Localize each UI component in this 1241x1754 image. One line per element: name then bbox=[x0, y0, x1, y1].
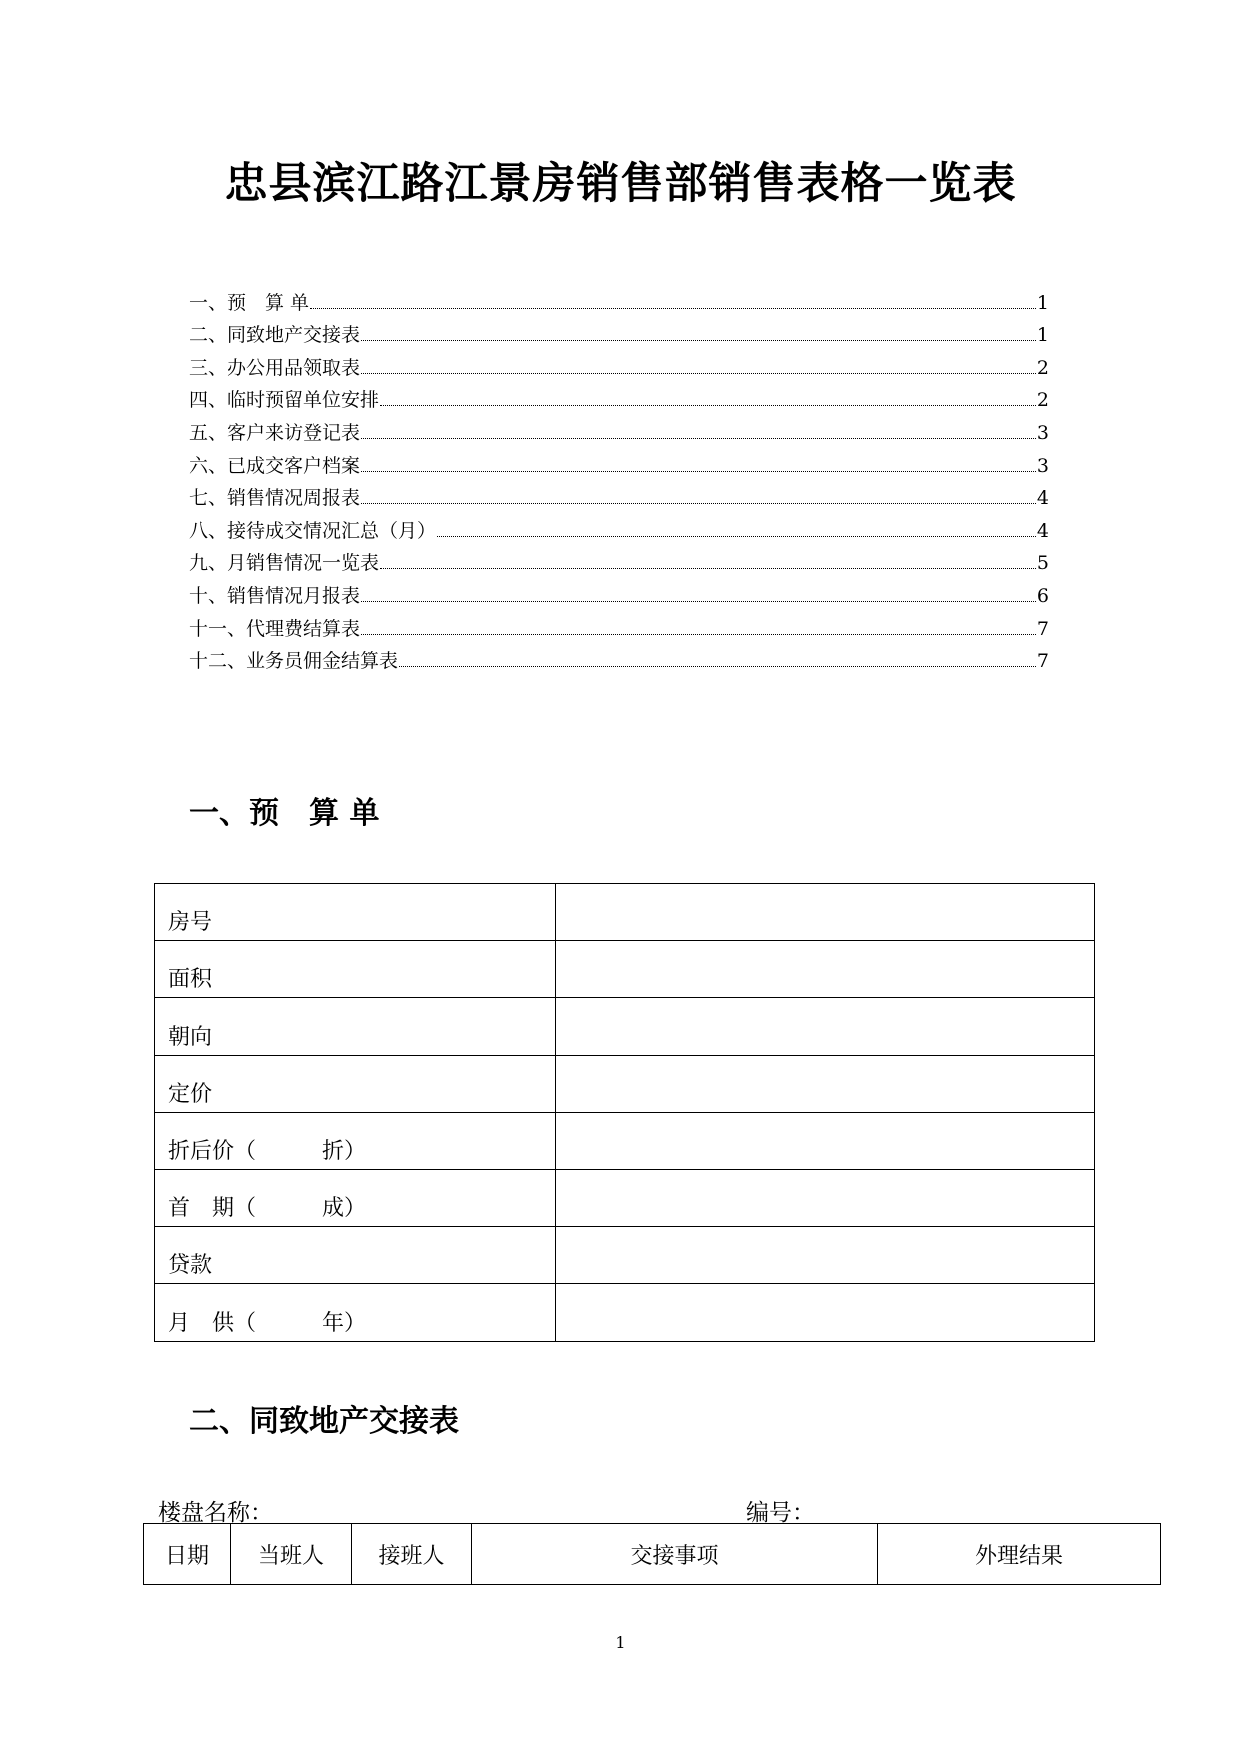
toc-entry-label: 三、办公用品领取表 bbox=[189, 356, 361, 379]
table-row bbox=[155, 884, 1095, 941]
toc-entry-page: 2 bbox=[1036, 356, 1049, 379]
document-title: 忠县滨江路江景房销售部销售表格一览表 bbox=[224, 159, 1017, 209]
toc-entry[interactable] bbox=[189, 412, 1049, 445]
column-header-date: 日期 bbox=[144, 1524, 231, 1585]
toc-dot-leader bbox=[437, 536, 1036, 537]
toc-entry-page: 2 bbox=[1036, 389, 1049, 412]
table-row bbox=[155, 1284, 1095, 1341]
toc-entry-label: 八、接待成交情况汇总（月） bbox=[189, 519, 437, 542]
toc-dot-leader bbox=[361, 471, 1036, 472]
toc-entry-label: 四、临时预留单位安排 bbox=[189, 389, 380, 412]
value-cell[interactable] bbox=[556, 884, 1095, 941]
toc-entry-label: 二、同致地产交接表 bbox=[189, 324, 361, 347]
toc-entry[interactable] bbox=[189, 543, 1049, 576]
table-of-contents bbox=[189, 282, 1049, 673]
value-cell[interactable] bbox=[556, 1055, 1095, 1112]
toc-dot-leader bbox=[310, 308, 1036, 309]
value-cell[interactable] bbox=[556, 941, 1095, 998]
row-label: 房号 bbox=[155, 884, 556, 941]
column-header-on-duty: 当班人 bbox=[231, 1524, 352, 1585]
toc-entry-page: 6 bbox=[1036, 584, 1049, 607]
toc-entry[interactable] bbox=[189, 315, 1049, 348]
toc-dot-leader bbox=[399, 666, 1036, 667]
column-header-successor: 接班人 bbox=[352, 1524, 472, 1585]
toc-entry-label: 五、客户来访登记表 bbox=[189, 421, 361, 444]
toc-dot-leader bbox=[380, 568, 1036, 569]
toc-entry[interactable] bbox=[189, 641, 1049, 674]
section-heading-handover: 二、同致地产交接表 bbox=[189, 1404, 459, 1439]
row-label: 折后价（ 折） bbox=[155, 1112, 556, 1169]
toc-dot-leader bbox=[361, 503, 1036, 504]
toc-dot-leader bbox=[361, 438, 1036, 439]
row-label: 月 供（ 年） bbox=[155, 1284, 556, 1341]
column-header-handover-items: 交接事项 bbox=[472, 1524, 878, 1585]
toc-entry-label: 六、已成交客户档案 bbox=[189, 454, 361, 477]
toc-dot-leader bbox=[361, 634, 1036, 635]
header-row bbox=[144, 1524, 1161, 1585]
row-label: 贷款 bbox=[155, 1227, 556, 1284]
budget-table bbox=[154, 883, 1095, 1342]
toc-entry-page: 5 bbox=[1036, 552, 1049, 575]
toc-entry[interactable] bbox=[189, 608, 1049, 641]
toc-entry-label: 十一、代理费结算表 bbox=[189, 617, 361, 640]
toc-entry-label: 九、月销售情况一览表 bbox=[189, 552, 380, 575]
table-row bbox=[155, 941, 1095, 998]
toc-entry-page: 1 bbox=[1036, 291, 1049, 314]
toc-entry[interactable] bbox=[189, 380, 1049, 413]
property-name-label: 楼盘名称： bbox=[158, 1500, 273, 1526]
toc-entry-page: 7 bbox=[1036, 650, 1049, 673]
number-label: 编号： bbox=[746, 1500, 815, 1526]
toc-entry-page: 4 bbox=[1036, 487, 1049, 510]
toc-entry[interactable] bbox=[189, 575, 1049, 608]
value-cell[interactable] bbox=[556, 1227, 1095, 1284]
value-cell[interactable] bbox=[556, 1169, 1095, 1226]
table-row bbox=[155, 998, 1095, 1055]
page-number: 1 bbox=[615, 1633, 626, 1652]
toc-entry-page: 3 bbox=[1036, 421, 1049, 444]
row-label: 首 期（ 成） bbox=[155, 1169, 556, 1226]
table-row bbox=[155, 1169, 1095, 1226]
toc-entry-label: 一、预 算 单 bbox=[189, 291, 310, 314]
toc-dot-leader bbox=[361, 601, 1036, 602]
column-header-result: 外理结果 bbox=[878, 1524, 1161, 1585]
toc-entry-label: 七、销售情况周报表 bbox=[189, 487, 361, 510]
table-row bbox=[155, 1112, 1095, 1169]
toc-entry-page: 1 bbox=[1036, 324, 1049, 347]
toc-dot-leader bbox=[361, 373, 1036, 374]
toc-entry[interactable] bbox=[189, 347, 1049, 380]
value-cell[interactable] bbox=[556, 1112, 1095, 1169]
toc-entry[interactable] bbox=[189, 510, 1049, 543]
value-cell[interactable] bbox=[556, 1284, 1095, 1341]
table-row bbox=[155, 1227, 1095, 1284]
row-label: 朝向 bbox=[155, 998, 556, 1055]
toc-entry[interactable] bbox=[189, 445, 1049, 478]
toc-dot-leader bbox=[361, 340, 1036, 341]
toc-entry-page: 7 bbox=[1036, 617, 1049, 640]
section-heading-budget: 一、预 算 单 bbox=[189, 796, 380, 831]
handover-table bbox=[143, 1523, 1161, 1585]
toc-entry[interactable] bbox=[189, 282, 1049, 315]
toc-entry-label: 十、销售情况月报表 bbox=[189, 584, 361, 607]
toc-entry-page: 4 bbox=[1036, 519, 1049, 542]
toc-entry-page: 3 bbox=[1036, 454, 1049, 477]
toc-entry[interactable] bbox=[189, 478, 1049, 511]
toc-entry-label: 十二、业务员佣金结算表 bbox=[189, 650, 399, 673]
value-cell[interactable] bbox=[556, 998, 1095, 1055]
table-row bbox=[155, 1055, 1095, 1112]
row-label: 定价 bbox=[155, 1055, 556, 1112]
row-label: 面积 bbox=[155, 941, 556, 998]
toc-dot-leader bbox=[380, 405, 1036, 406]
